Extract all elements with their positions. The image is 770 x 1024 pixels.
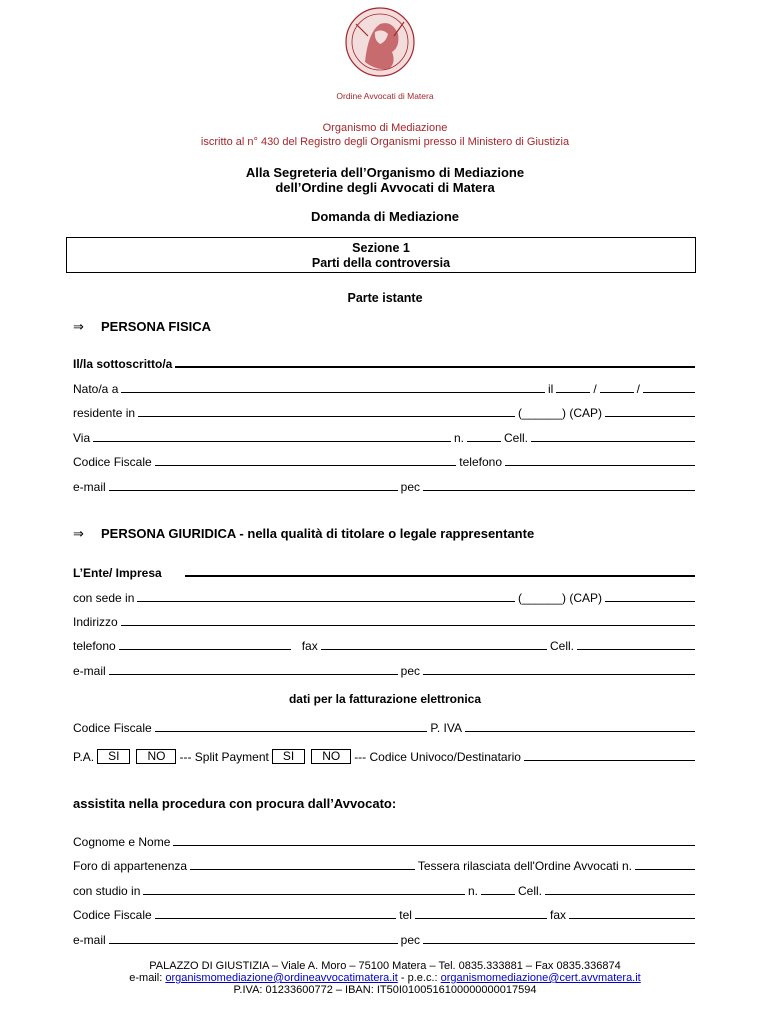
field-email[interactable]	[109, 673, 398, 675]
field-codice-fiscale[interactable]	[155, 464, 457, 466]
label-pec: pec	[400, 480, 420, 494]
row-fatturazione-cf	[73, 719, 698, 735]
field-sottoscritto[interactable]	[175, 365, 695, 368]
row-nato	[73, 380, 698, 396]
persona-fisica-heading	[73, 319, 211, 335]
field-cell[interactable]	[545, 893, 695, 895]
footer-contacts	[0, 972, 770, 984]
label-email: e-mail	[73, 933, 106, 947]
organization-name: Organismo di Mediazione	[322, 122, 448, 134]
row-telefono-giuridica	[73, 637, 698, 653]
footer-fiscal: P.IVA: 01233600772 – IBAN: IT50I0100516100000000017594	[233, 984, 537, 996]
label-il: il	[547, 382, 554, 396]
footer-email-label: e-mail:	[129, 972, 163, 984]
section-box	[66, 237, 696, 273]
label-codice-fiscale: Codice Fiscale	[73, 908, 152, 922]
label-sottoscritto: Il/la sottoscritto/a	[73, 357, 173, 371]
section-number: Sezione 1	[352, 241, 410, 255]
field-codice-univoco[interactable]	[524, 759, 695, 761]
field-pec[interactable]	[423, 489, 695, 491]
field-telefono[interactable]	[119, 648, 291, 650]
field-codice-fiscale[interactable]	[155, 917, 397, 919]
field-civico[interactable]	[467, 440, 501, 442]
label-split-payment: --- Split Payment	[179, 750, 269, 764]
field-tel[interactable]	[415, 917, 547, 919]
label-cognome: Cognome e Nome	[73, 835, 171, 849]
field-email[interactable]	[109, 942, 398, 944]
label-tel: tel	[399, 908, 412, 922]
label-studio: con studio in	[73, 884, 141, 898]
row-email-giuridica	[73, 662, 698, 678]
row-email	[73, 478, 698, 494]
label-cell: Cell.	[549, 639, 574, 653]
field-email[interactable]	[109, 489, 398, 491]
label-piva: P. IVA	[430, 721, 462, 735]
field-ente[interactable]	[185, 574, 695, 577]
label-pec: pec	[400, 664, 420, 678]
row-studio	[73, 882, 698, 898]
label-codice-univoco: --- Codice Univoco/Destinatario	[354, 750, 521, 764]
label-codice-fiscale: Codice Fiscale	[73, 721, 152, 735]
split-si-checkbox[interactable]: SI	[272, 749, 305, 764]
persona-fisica-label: PERSONA FISICA	[101, 319, 212, 334]
row-sede	[73, 589, 698, 605]
label-pec: pec	[400, 933, 420, 947]
row-avv-email	[73, 931, 698, 947]
label-residente: residente in	[73, 406, 136, 420]
field-luogo-nascita[interactable]	[121, 391, 545, 393]
logo-caption: Ordine Avvocati di Matera	[336, 91, 434, 101]
label-fax: fax	[301, 639, 318, 653]
row-cognome	[73, 833, 698, 849]
logo-emblem	[320, 2, 440, 90]
label-telefono: telefono	[459, 455, 502, 469]
row-via	[73, 429, 698, 445]
addressee-line-1: Alla Segreteria dell’Organismo di Mediazione	[245, 165, 525, 180]
addressee-line-2: dell’Ordine degli Avvocati di Matera	[275, 180, 495, 195]
field-pec[interactable]	[423, 673, 695, 675]
field-cell[interactable]	[577, 648, 695, 650]
label-cap: (______) (CAP)	[517, 406, 602, 420]
row-sottoscritto	[73, 355, 698, 371]
footer-pec-label: - p.e.c.:	[400, 972, 438, 984]
document-title: Domanda di Mediazione	[310, 209, 460, 224]
label-cell: Cell.	[517, 884, 542, 898]
label-codice-fiscale: Codice Fiscale	[73, 455, 152, 469]
field-cell[interactable]	[531, 440, 695, 442]
persona-giuridica-label: PERSONA GIURIDICA - nella qualità di titolare o legale rappresentante	[101, 526, 535, 541]
row-avv-cf	[73, 906, 698, 922]
field-mese[interactable]	[600, 391, 634, 393]
field-studio[interactable]	[143, 893, 465, 895]
field-foro[interactable]	[190, 868, 415, 870]
label-telefono: telefono	[73, 639, 116, 653]
row-indirizzo	[73, 613, 698, 629]
fatturazione-heading: dati per la fatturazione elettronica	[288, 692, 482, 706]
field-cap[interactable]	[605, 415, 695, 417]
persona-giuridica-heading	[73, 526, 534, 542]
label-n: n.	[453, 431, 464, 445]
label-indirizzo: Indirizzo	[73, 615, 118, 629]
pa-si-checkbox[interactable]: SI	[97, 749, 130, 764]
label-email: e-mail	[73, 480, 106, 494]
field-indirizzo[interactable]	[121, 624, 695, 626]
parte-istante-heading: Parte istante	[347, 291, 423, 305]
footer-address: PALAZZO DI GIUSTIZIA – Viale A. Moro – 75100 Matera – Tel. 0835.333881 – Fax 0835.336874	[149, 960, 621, 972]
label-cap: (______) (CAP)	[517, 591, 602, 605]
avvocato-heading: assistita nella procedura con procura dall’Avvocato:	[73, 796, 397, 811]
section-title: Parti della controversia	[311, 256, 451, 270]
arrow-right-icon: ⇒	[73, 319, 84, 334]
label-cell: Cell.	[503, 431, 528, 445]
field-codice-fiscale[interactable]	[155, 730, 428, 732]
field-via[interactable]	[93, 440, 451, 442]
row-foro	[73, 857, 698, 873]
label-email: e-mail	[73, 664, 106, 678]
split-no-checkbox[interactable]: NO	[311, 749, 351, 764]
field-cognome[interactable]	[173, 844, 695, 846]
row-codice-fiscale	[73, 453, 698, 469]
label-n: n.	[467, 884, 478, 898]
row-pa	[73, 748, 698, 764]
label-foro: Foro di appartenenza	[73, 859, 188, 873]
field-pec[interactable]	[423, 942, 695, 944]
field-fax[interactable]	[569, 917, 695, 919]
field-tessera[interactable]	[635, 868, 695, 870]
date-sep-2: /	[636, 382, 640, 396]
row-residente	[73, 404, 698, 420]
field-civico[interactable]	[481, 893, 515, 895]
label-nato: Nato/a a	[73, 382, 119, 396]
footer-email-link[interactable]: organismomediazione@ordineavvocatimatera.it	[165, 972, 398, 984]
date-sep-1: /	[593, 382, 597, 396]
label-fax: fax	[549, 908, 566, 922]
footer-pec-link[interactable]: organismomediazione@cert.avvmatera.it	[440, 972, 641, 984]
registry-note: iscritto al n° 430 del Registro degli Organismi presso il Ministero di Giustizia	[200, 136, 570, 148]
field-fax[interactable]	[321, 648, 547, 650]
field-anno[interactable]	[643, 391, 695, 393]
field-cap[interactable]	[605, 600, 695, 602]
label-sede: con sede in	[73, 591, 135, 605]
pa-no-checkbox[interactable]: NO	[136, 749, 176, 764]
label-via: Via	[73, 431, 91, 445]
field-piva[interactable]	[465, 730, 695, 732]
label-tessera: Tessera rilasciata dell'Ordine Avvocati n.	[417, 859, 632, 873]
field-residenza[interactable]	[138, 415, 515, 417]
row-ente	[73, 564, 698, 580]
field-telefono[interactable]	[505, 464, 695, 466]
label-ente: L’Ente/ Impresa	[73, 566, 162, 580]
field-giorno[interactable]	[556, 391, 590, 393]
label-pa: P.A.	[73, 750, 95, 764]
field-sede[interactable]	[137, 600, 515, 602]
arrow-right-icon: ⇒	[73, 526, 84, 541]
